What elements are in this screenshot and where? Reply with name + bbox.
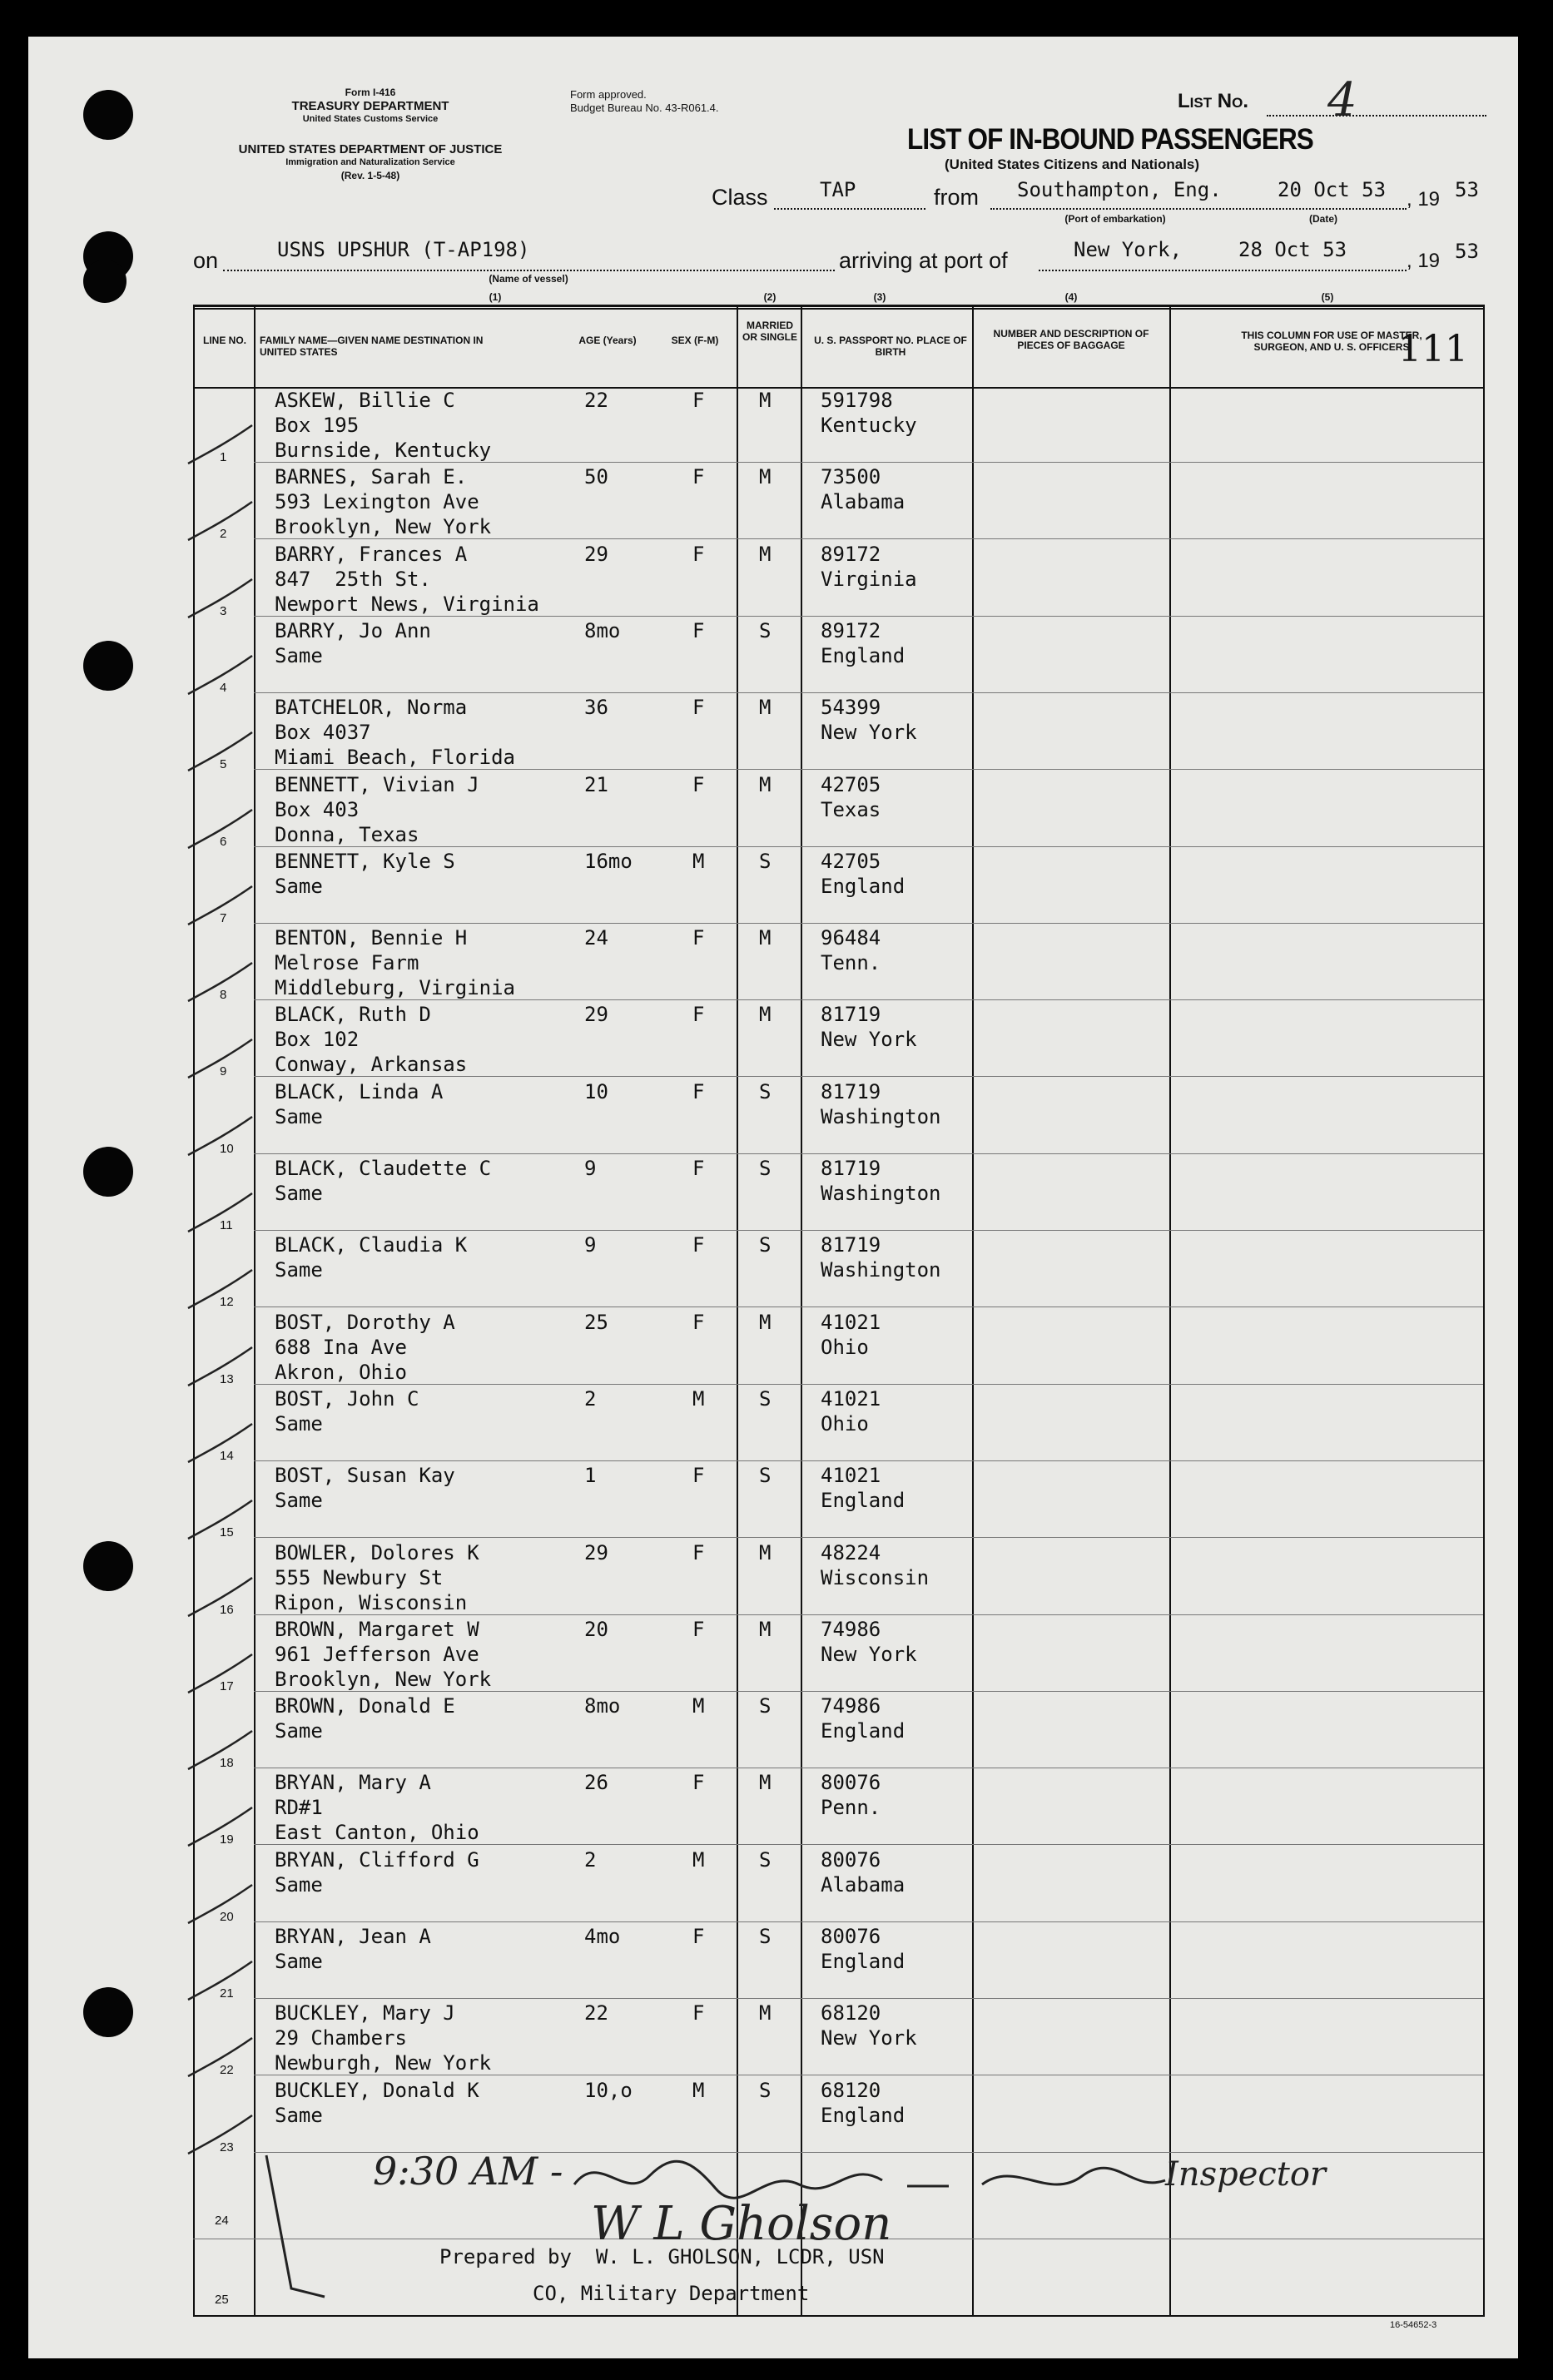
passenger-name: BOST, John C [275, 1387, 419, 1411]
passport-number: 81719 [821, 1003, 881, 1026]
passenger-address-1: Box 403 [275, 798, 360, 821]
passenger-name: BOST, Susan Kay [275, 1464, 455, 1487]
check-mark [181, 652, 256, 702]
passenger-address-2: East Canton, Ohio [275, 1821, 479, 1844]
passenger-sex: F [692, 1618, 705, 1641]
col-header-sex: SEX (F-M) [671, 335, 719, 346]
passenger-age: 36 [584, 696, 608, 719]
check-mark [181, 1113, 256, 1163]
passenger-marital-status: S [759, 1694, 772, 1718]
passenger-name: BOST, Dorothy A [275, 1311, 455, 1334]
passport-number: 74986 [821, 1694, 881, 1718]
passport-number: 41021 [821, 1464, 881, 1487]
line-number: 2 [220, 527, 227, 541]
passport-number: 48224 [821, 1541, 881, 1564]
passenger-address-1: Same [275, 1489, 323, 1512]
row-divider [254, 616, 1483, 617]
passenger-age: 29 [584, 1003, 608, 1026]
place-of-birth: Ohio [821, 1336, 869, 1359]
bracket-mark [250, 2147, 350, 2313]
passenger-marital-status: S [759, 619, 772, 642]
line-number: 19 [220, 1832, 234, 1847]
check-mark [181, 1882, 256, 1931]
place-of-birth: Washington [821, 1258, 941, 1282]
list-subtitle: (United States Citizens and Nationals) [945, 156, 1200, 172]
passenger-age: 9 [584, 1233, 597, 1257]
passenger-sex: M [692, 1848, 705, 1872]
prepared-by: Prepared by W. L. GHOLSON, LCDR, USN [439, 2245, 885, 2268]
passenger-address-2: Akron, Ohio [275, 1361, 407, 1384]
passenger-name: BARRY, Jo Ann [275, 619, 431, 642]
passport-number: 81719 [821, 1080, 881, 1103]
passenger-address-1: Same [275, 1950, 323, 1973]
col-header-married: MARRIED OR SINGLE [742, 320, 797, 343]
place-of-birth: England [821, 1950, 906, 1973]
check-mark [181, 1497, 256, 1547]
row-divider [254, 1844, 1483, 1845]
revision: (Rev. 1-5-48) [340, 170, 400, 181]
check-mark [181, 1421, 256, 1470]
passenger-address-1: 555 Newbury St [275, 1566, 444, 1589]
row-divider [254, 999, 1483, 1000]
passport-number: 41021 [821, 1311, 881, 1334]
passenger-name: BARNES, Sarah E. [275, 465, 468, 488]
check-mark [181, 729, 256, 779]
passenger-age: 10 [584, 1080, 608, 1103]
passenger-sex: F [692, 465, 705, 488]
line-number: 7 [220, 911, 227, 925]
passenger-name: BLACK, Ruth D [275, 1003, 431, 1026]
row-divider [254, 1460, 1483, 1461]
place-of-birth: Washington [821, 1105, 941, 1128]
passenger-address-1: Melrose Farm [275, 951, 419, 974]
passenger-sex: F [692, 1541, 705, 1564]
passenger-marital-status: M [759, 1771, 772, 1794]
signature: W L Gholson [591, 2197, 892, 2251]
row-divider [254, 1230, 1483, 1231]
col-header-officer: THIS COLUMN FOR USE OF MASTER, SURGEON, AND U. S. OFFICERS [1241, 330, 1422, 353]
passenger-name: BENNETT, Kyle S [275, 850, 455, 873]
passenger-name: BUCKLEY, Donald K [275, 2079, 479, 2102]
passenger-name: BENTON, Bennie H [275, 926, 468, 950]
passport-number: 68120 [821, 2079, 881, 2102]
passenger-sex: F [692, 1925, 705, 1948]
check-mark [181, 2035, 256, 2085]
check-mark [181, 1267, 256, 1316]
passenger-marital-status: M [759, 389, 772, 412]
passenger-sex: F [692, 389, 705, 412]
passenger-name: BLACK, Claudette C [275, 1157, 492, 1180]
passport-number: 96484 [821, 926, 881, 950]
passenger-address-1: Same [275, 1873, 323, 1897]
check-mark [181, 1036, 256, 1086]
passport-number: 81719 [821, 1157, 881, 1180]
embarkation-date: 20 Oct 53 [1278, 178, 1387, 201]
row-divider [254, 692, 1483, 693]
place-of-birth: New York [821, 2026, 917, 2050]
passenger-age: 29 [584, 543, 608, 566]
passenger-address-2: Ripon, Wisconsin [275, 1591, 468, 1614]
place-of-birth: England [821, 2104, 906, 2127]
passenger-sex: F [692, 773, 705, 796]
check-mark [181, 2112, 256, 2162]
passport-number: 74986 [821, 1618, 881, 1641]
passenger-marital-status: S [759, 1464, 772, 1487]
place-of-birth: New York [821, 1028, 917, 1051]
row-divider [254, 462, 1483, 463]
ins-service: Immigration and Naturalization Service [285, 157, 455, 167]
place-of-birth: Alabama [821, 490, 906, 513]
passenger-address-2: Brooklyn, New York [275, 515, 492, 538]
stamp-number: 111 [1398, 328, 1468, 370]
passenger-address-2: Donna, Texas [275, 823, 419, 846]
passenger-sex: F [692, 543, 705, 566]
place-of-birth: Penn. [821, 1796, 881, 1819]
check-mark [181, 806, 256, 856]
place-of-birth: England [821, 875, 906, 898]
passenger-address-1: Box 4037 [275, 721, 371, 744]
line-number: 4 [220, 681, 227, 695]
passenger-address-1: Same [275, 1719, 323, 1743]
passenger-name: BRYAN, Mary A [275, 1771, 431, 1794]
place-of-birth: Texas [821, 798, 881, 821]
check-mark [181, 1728, 256, 1778]
check-mark [181, 422, 256, 472]
place-of-birth: England [821, 1489, 906, 1512]
passport-number: 42705 [821, 850, 881, 873]
on-label: on [193, 248, 219, 273]
passenger-name: BATCHELOR, Norma [275, 696, 468, 719]
passenger-address-2: Brooklyn, New York [275, 1668, 492, 1691]
passenger-name: ASKEW, Billie C [275, 389, 455, 412]
passenger-marital-status: M [759, 696, 772, 719]
check-mark [181, 1651, 256, 1701]
column-number: (1) [489, 291, 502, 303]
passenger-age: 4mo [584, 1925, 621, 1948]
col-header-baggage: NUMBER AND DESCRIPTION OF PIECES OF BAGGAGE [993, 328, 1149, 351]
passenger-age: 8mo [584, 619, 621, 642]
passenger-marital-status: M [759, 543, 772, 566]
passenger-name: BARRY, Frances A [275, 543, 468, 566]
passenger-age: 2 [584, 1387, 597, 1411]
passport-number: 68120 [821, 2001, 881, 2025]
passport-number: 81719 [821, 1233, 881, 1257]
row-divider [254, 1384, 1483, 1385]
passenger-marital-status: M [759, 465, 772, 488]
passenger-name: BLACK, Linda A [275, 1080, 444, 1103]
passenger-sex: F [692, 1233, 705, 1257]
passport-number: 73500 [821, 465, 881, 488]
passenger-address-1: Same [275, 1182, 323, 1205]
passenger-address-2: Newport News, Virginia [275, 593, 539, 616]
passenger-sex: M [692, 2079, 705, 2102]
passenger-address-1: Box 195 [275, 414, 360, 437]
passenger-sex: F [692, 2001, 705, 2025]
line-number: 16 [220, 1603, 234, 1617]
row-divider [254, 1614, 1483, 1615]
passenger-name: BLACK, Claudia K [275, 1233, 468, 1257]
passenger-age: 10,o [584, 2079, 633, 2102]
arrival-date: 28 Oct 53 [1238, 238, 1347, 261]
passenger-marital-status: S [759, 1387, 772, 1411]
row-divider [254, 1998, 1483, 1999]
passport-number: 80076 [821, 1848, 881, 1872]
passenger-marital-status: S [759, 1080, 772, 1103]
passport-number: 54399 [821, 696, 881, 719]
passenger-age: 8mo [584, 1694, 621, 1718]
passenger-age: 20 [584, 1618, 608, 1641]
passenger-address-2: Conway, Arkansas [275, 1053, 468, 1076]
passenger-name: BRYAN, Clifford G [275, 1848, 479, 1872]
passenger-age: 21 [584, 773, 608, 796]
passenger-name: BROWN, Donald E [275, 1694, 455, 1718]
passenger-marital-status: M [759, 2001, 772, 2025]
line-number: 23 [220, 2140, 234, 2154]
passenger-sex: M [692, 1387, 705, 1411]
column-number: (5) [1321, 291, 1334, 303]
passenger-sex: F [692, 1157, 705, 1180]
line-number: 12 [220, 1295, 234, 1309]
passport-number: 41021 [821, 1387, 881, 1411]
binder-hole [83, 1987, 133, 2037]
treasury-dept: TREASURY DEPARTMENT [291, 99, 449, 113]
passenger-sex: M [692, 1694, 705, 1718]
check-mark [181, 1958, 256, 2008]
passenger-address-1: Same [275, 644, 323, 667]
passenger-sex: F [692, 696, 705, 719]
embarkation-port: Southampton, Eng. [1017, 178, 1222, 201]
passenger-age: 22 [584, 389, 608, 412]
date-caption: (Date) [1308, 213, 1337, 225]
passport-number: 89172 [821, 619, 881, 642]
binder-hole [83, 641, 133, 691]
place-of-birth: England [821, 644, 906, 667]
place-of-birth: Washington [821, 1182, 941, 1205]
column-number: (3) [873, 291, 886, 303]
passenger-marital-status: M [759, 1541, 772, 1564]
form-number: Form I-416 [345, 87, 396, 98]
line-number: 25 [215, 2293, 229, 2307]
row-divider [254, 538, 1483, 539]
place-of-birth: New York [821, 1643, 917, 1666]
from-label: from [934, 185, 979, 210]
passenger-address-1: 593 Lexington Ave [275, 490, 479, 513]
place-of-birth: Kentucky [821, 414, 917, 437]
passenger-name: BENNETT, Vivian J [275, 773, 479, 796]
line-number: 20 [220, 1910, 234, 1924]
check-mark [181, 1574, 256, 1624]
arriving-label: arriving at port of [839, 248, 1008, 273]
binder-hole [83, 90, 133, 140]
line-number: 10 [220, 1142, 234, 1156]
form-approved: Form approved. [570, 88, 647, 101]
passenger-address-1: Same [275, 1412, 323, 1435]
passenger-marital-status: M [759, 926, 772, 950]
line-number: 6 [220, 835, 227, 849]
column-number: (2) [763, 291, 776, 303]
justice-dept: UNITED STATES DEPARTMENT OF JUSTICE [238, 142, 503, 156]
passenger-age: 50 [584, 465, 608, 488]
row-divider [254, 846, 1483, 847]
check-mark [181, 498, 256, 548]
col-header-name: FAMILY NAME—GIVEN NAME DESTINATION IN UNITED STATES [260, 335, 484, 358]
passenger-sex: F [692, 1464, 705, 1487]
port-embark-caption: (Port of embarkation) [1064, 213, 1166, 225]
line-number: 21 [220, 1986, 234, 2001]
passenger-marital-status: S [759, 1925, 772, 1948]
row-divider [254, 1691, 1483, 1692]
year-value: 53 [1455, 178, 1479, 201]
passenger-age: 29 [584, 1541, 608, 1564]
row-divider [254, 769, 1483, 770]
passenger-marital-status: S [759, 1233, 772, 1257]
binder-hole [83, 1541, 133, 1591]
list-number: 4 [1327, 73, 1357, 127]
passport-number: 591798 [821, 389, 893, 412]
passenger-marital-status: M [759, 1003, 772, 1026]
check-mark [181, 576, 256, 626]
passenger-address-1: 847 25th St. [275, 568, 431, 591]
passenger-sex: F [692, 1080, 705, 1103]
vessel-caption: (Name of vessel) [489, 273, 568, 285]
arrival-port: New York, [1074, 238, 1183, 261]
passenger-sex: F [692, 926, 705, 950]
line-number: 18 [220, 1756, 234, 1770]
passport-number: 89172 [821, 543, 881, 566]
passenger-name: BROWN, Margaret W [275, 1618, 479, 1641]
line-number: 13 [220, 1372, 234, 1386]
passenger-address-1: Same [275, 875, 323, 898]
passenger-name: BOWLER, Dolores K [275, 1541, 479, 1564]
passenger-sex: F [692, 1311, 705, 1334]
passport-number: 42705 [821, 773, 881, 796]
passenger-age: 26 [584, 1771, 608, 1794]
passport-number: 80076 [821, 1771, 881, 1794]
row-divider [254, 1076, 1483, 1077]
passenger-marital-status: S [759, 850, 772, 873]
row-divider [254, 1537, 1483, 1538]
passenger-address-2: Middleburg, Virginia [275, 976, 515, 999]
passenger-address-2: Miami Beach, Florida [275, 746, 515, 769]
class-label: Class [712, 185, 768, 210]
row-divider [254, 1921, 1483, 1922]
check-mark [181, 959, 256, 1009]
passenger-sex: F [692, 1771, 705, 1794]
place-of-birth: Virginia [821, 568, 917, 591]
passenger-marital-status: M [759, 1618, 772, 1641]
row-divider [254, 1153, 1483, 1154]
passenger-address-1: 29 Chambers [275, 2026, 407, 2050]
handwritten-note: Inspector [1165, 2155, 1327, 2194]
col-header-line: LINE NO. [202, 335, 246, 346]
budget-bureau: Budget Bureau No. 43-R061.4. [570, 102, 719, 114]
list-title: LIST OF IN-BOUND PASSENGERS [907, 123, 1313, 156]
passenger-name: BUCKLEY, Mary J [275, 2001, 455, 2025]
passenger-age: 2 [584, 1848, 597, 1872]
line-number: 1 [220, 450, 227, 464]
passenger-address-1: Box 102 [275, 1028, 360, 1051]
place-of-birth: New York [821, 721, 917, 744]
passenger-marital-status: S [759, 1157, 772, 1180]
passenger-sex: F [692, 1003, 705, 1026]
passenger-marital-status: S [759, 1848, 772, 1872]
passenger-address-1: Same [275, 2104, 323, 2127]
customs-service: United States Customs Service [302, 114, 439, 124]
passenger-marital-status: M [759, 1311, 772, 1334]
military-dept: CO, Military Department [533, 2282, 810, 2305]
line-number: 22 [220, 2063, 234, 2077]
passenger-age: 22 [584, 2001, 608, 2025]
passenger-age: 25 [584, 1311, 608, 1334]
column-number: (4) [1064, 291, 1078, 303]
place-of-birth: England [821, 1719, 906, 1743]
year-prefix: , 19 [1407, 250, 1441, 272]
year-prefix: , 19 [1407, 188, 1441, 211]
check-mark [181, 1344, 256, 1394]
line-number: 11 [220, 1218, 233, 1232]
check-mark [181, 1804, 256, 1854]
passenger-name: BRYAN, Jean A [275, 1925, 431, 1948]
passenger-age: 16mo [584, 850, 633, 873]
passenger-address-2: Newburgh, New York [275, 2051, 492, 2075]
passenger-address-1: 961 Jefferson Ave [275, 1643, 479, 1666]
passenger-marital-status: S [759, 2079, 772, 2102]
line-number: 9 [220, 1064, 227, 1078]
place-of-birth: Alabama [821, 1873, 906, 1897]
place-of-birth: Tenn. [821, 951, 881, 974]
passenger-marital-status: M [759, 773, 772, 796]
vessel-name: USNS UPSHUR (T-AP198) [277, 238, 530, 261]
check-mark [181, 883, 256, 933]
line-number: 8 [220, 988, 227, 1002]
line-number: 24 [215, 2214, 229, 2228]
row-divider [254, 923, 1483, 924]
list-no-label: List No. [1178, 90, 1248, 112]
check-mark [181, 1190, 256, 1240]
line-number: 14 [220, 1449, 234, 1463]
passenger-address-2: Burnside, Kentucky [275, 439, 492, 462]
line-number: 17 [220, 1679, 234, 1693]
passport-number: 80076 [821, 1925, 881, 1948]
passenger-address-1: Same [275, 1105, 323, 1128]
binder-hole [83, 260, 127, 303]
place-of-birth: Ohio [821, 1412, 869, 1435]
line-number: 5 [220, 757, 227, 771]
passenger-age: 1 [584, 1464, 597, 1487]
place-of-birth: Wisconsin [821, 1566, 930, 1589]
class-value: TAP [820, 178, 856, 201]
line-number: 3 [220, 604, 227, 618]
binder-hole [83, 1147, 133, 1197]
passenger-address-1: Same [275, 1258, 323, 1282]
passenger-age: 9 [584, 1157, 597, 1180]
passenger-address-1: 688 Ina Ave [275, 1336, 407, 1359]
col-header-age: AGE (Years) [578, 335, 637, 346]
line-number: 15 [220, 1525, 234, 1540]
passenger-age: 24 [584, 926, 608, 950]
handwritten-time: 9:30 AM - [373, 2149, 563, 2194]
print-code: 16-54652-3 [1390, 2320, 1437, 2330]
passenger-address-1: RD#1 [275, 1796, 323, 1819]
year-value: 53 [1455, 240, 1479, 263]
col-header-passport: U. S. PASSPORT NO. PLACE OF BIRTH [814, 335, 967, 358]
passenger-sex: M [692, 850, 705, 873]
passenger-sex: F [692, 619, 705, 642]
